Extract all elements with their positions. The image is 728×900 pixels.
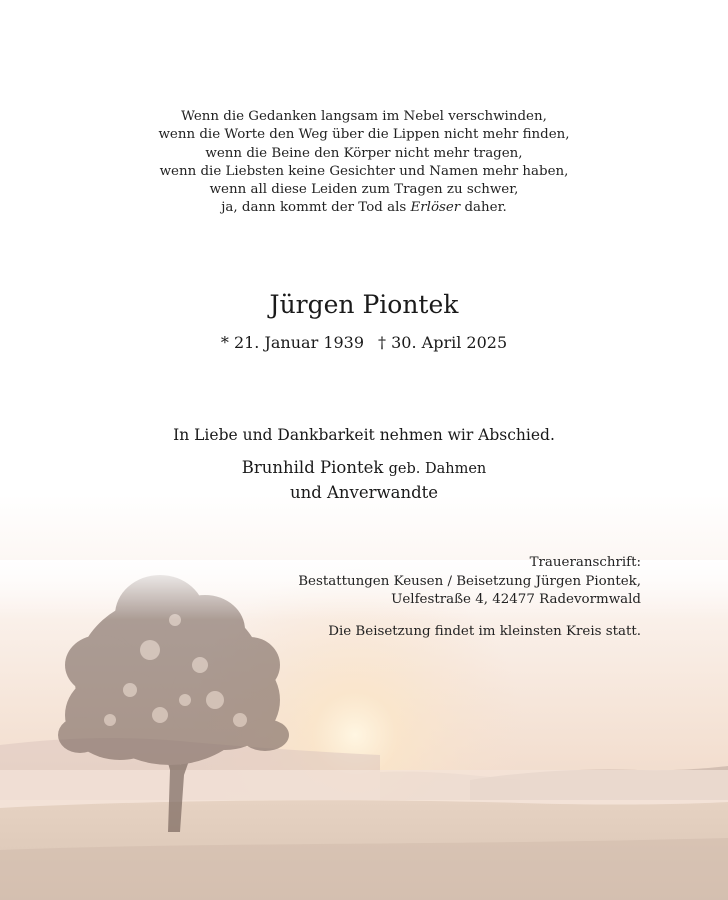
death-date: † 30. April 2025 <box>378 333 508 352</box>
poem-line: Wenn die Gedanken langsam im Nebel verschwinden, <box>181 109 547 124</box>
address-line: Uelfestraße 4, 42477 Radevormwald <box>391 592 641 607</box>
address-label: Traueranschrift: <box>529 555 641 570</box>
poem-line-text: ja, dann kommt der Tod als <box>221 200 411 216</box>
burial-notice: Die Beisetzung findet im kleinsten Kreis statt. <box>328 624 641 639</box>
maiden-name: geb. Dahmen <box>388 461 487 477</box>
mourner-line <box>0 456 728 481</box>
address-line: Bestattungen Keusen / Beisetzung Jürgen Piontek, <box>298 573 641 589</box>
poem-emphasis: Erlöser <box>410 200 461 216</box>
mourner-relatives: und Anverwandte <box>289 483 439 502</box>
poem-line-text: daher. <box>460 200 507 216</box>
poem <box>0 108 728 218</box>
poem-line: wenn all diese Leiden zum Tragen zu schwer, <box>209 182 519 198</box>
deceased-name: Jürgen Piontek <box>269 290 459 319</box>
birth-date: * 21. Januar 1939 <box>220 333 365 352</box>
mourners <box>0 456 728 505</box>
poem-line: wenn die Liebsten keine Gesichter und Namen mehr haben, <box>159 163 569 179</box>
poem-line: wenn die Beine den Körper nicht mehr tragen, <box>205 145 523 161</box>
farewell-text: In Liebe und Dankbarkeit nehmen wir Abschied. <box>173 426 555 444</box>
poem-line: wenn die Worte den Weg über die Lippen nicht mehr finden, <box>158 127 570 143</box>
poem-line <box>0 199 728 217</box>
mourning-address <box>298 554 641 610</box>
mourner-name: Brunhild Piontek <box>241 458 384 477</box>
life-dates <box>0 333 728 352</box>
